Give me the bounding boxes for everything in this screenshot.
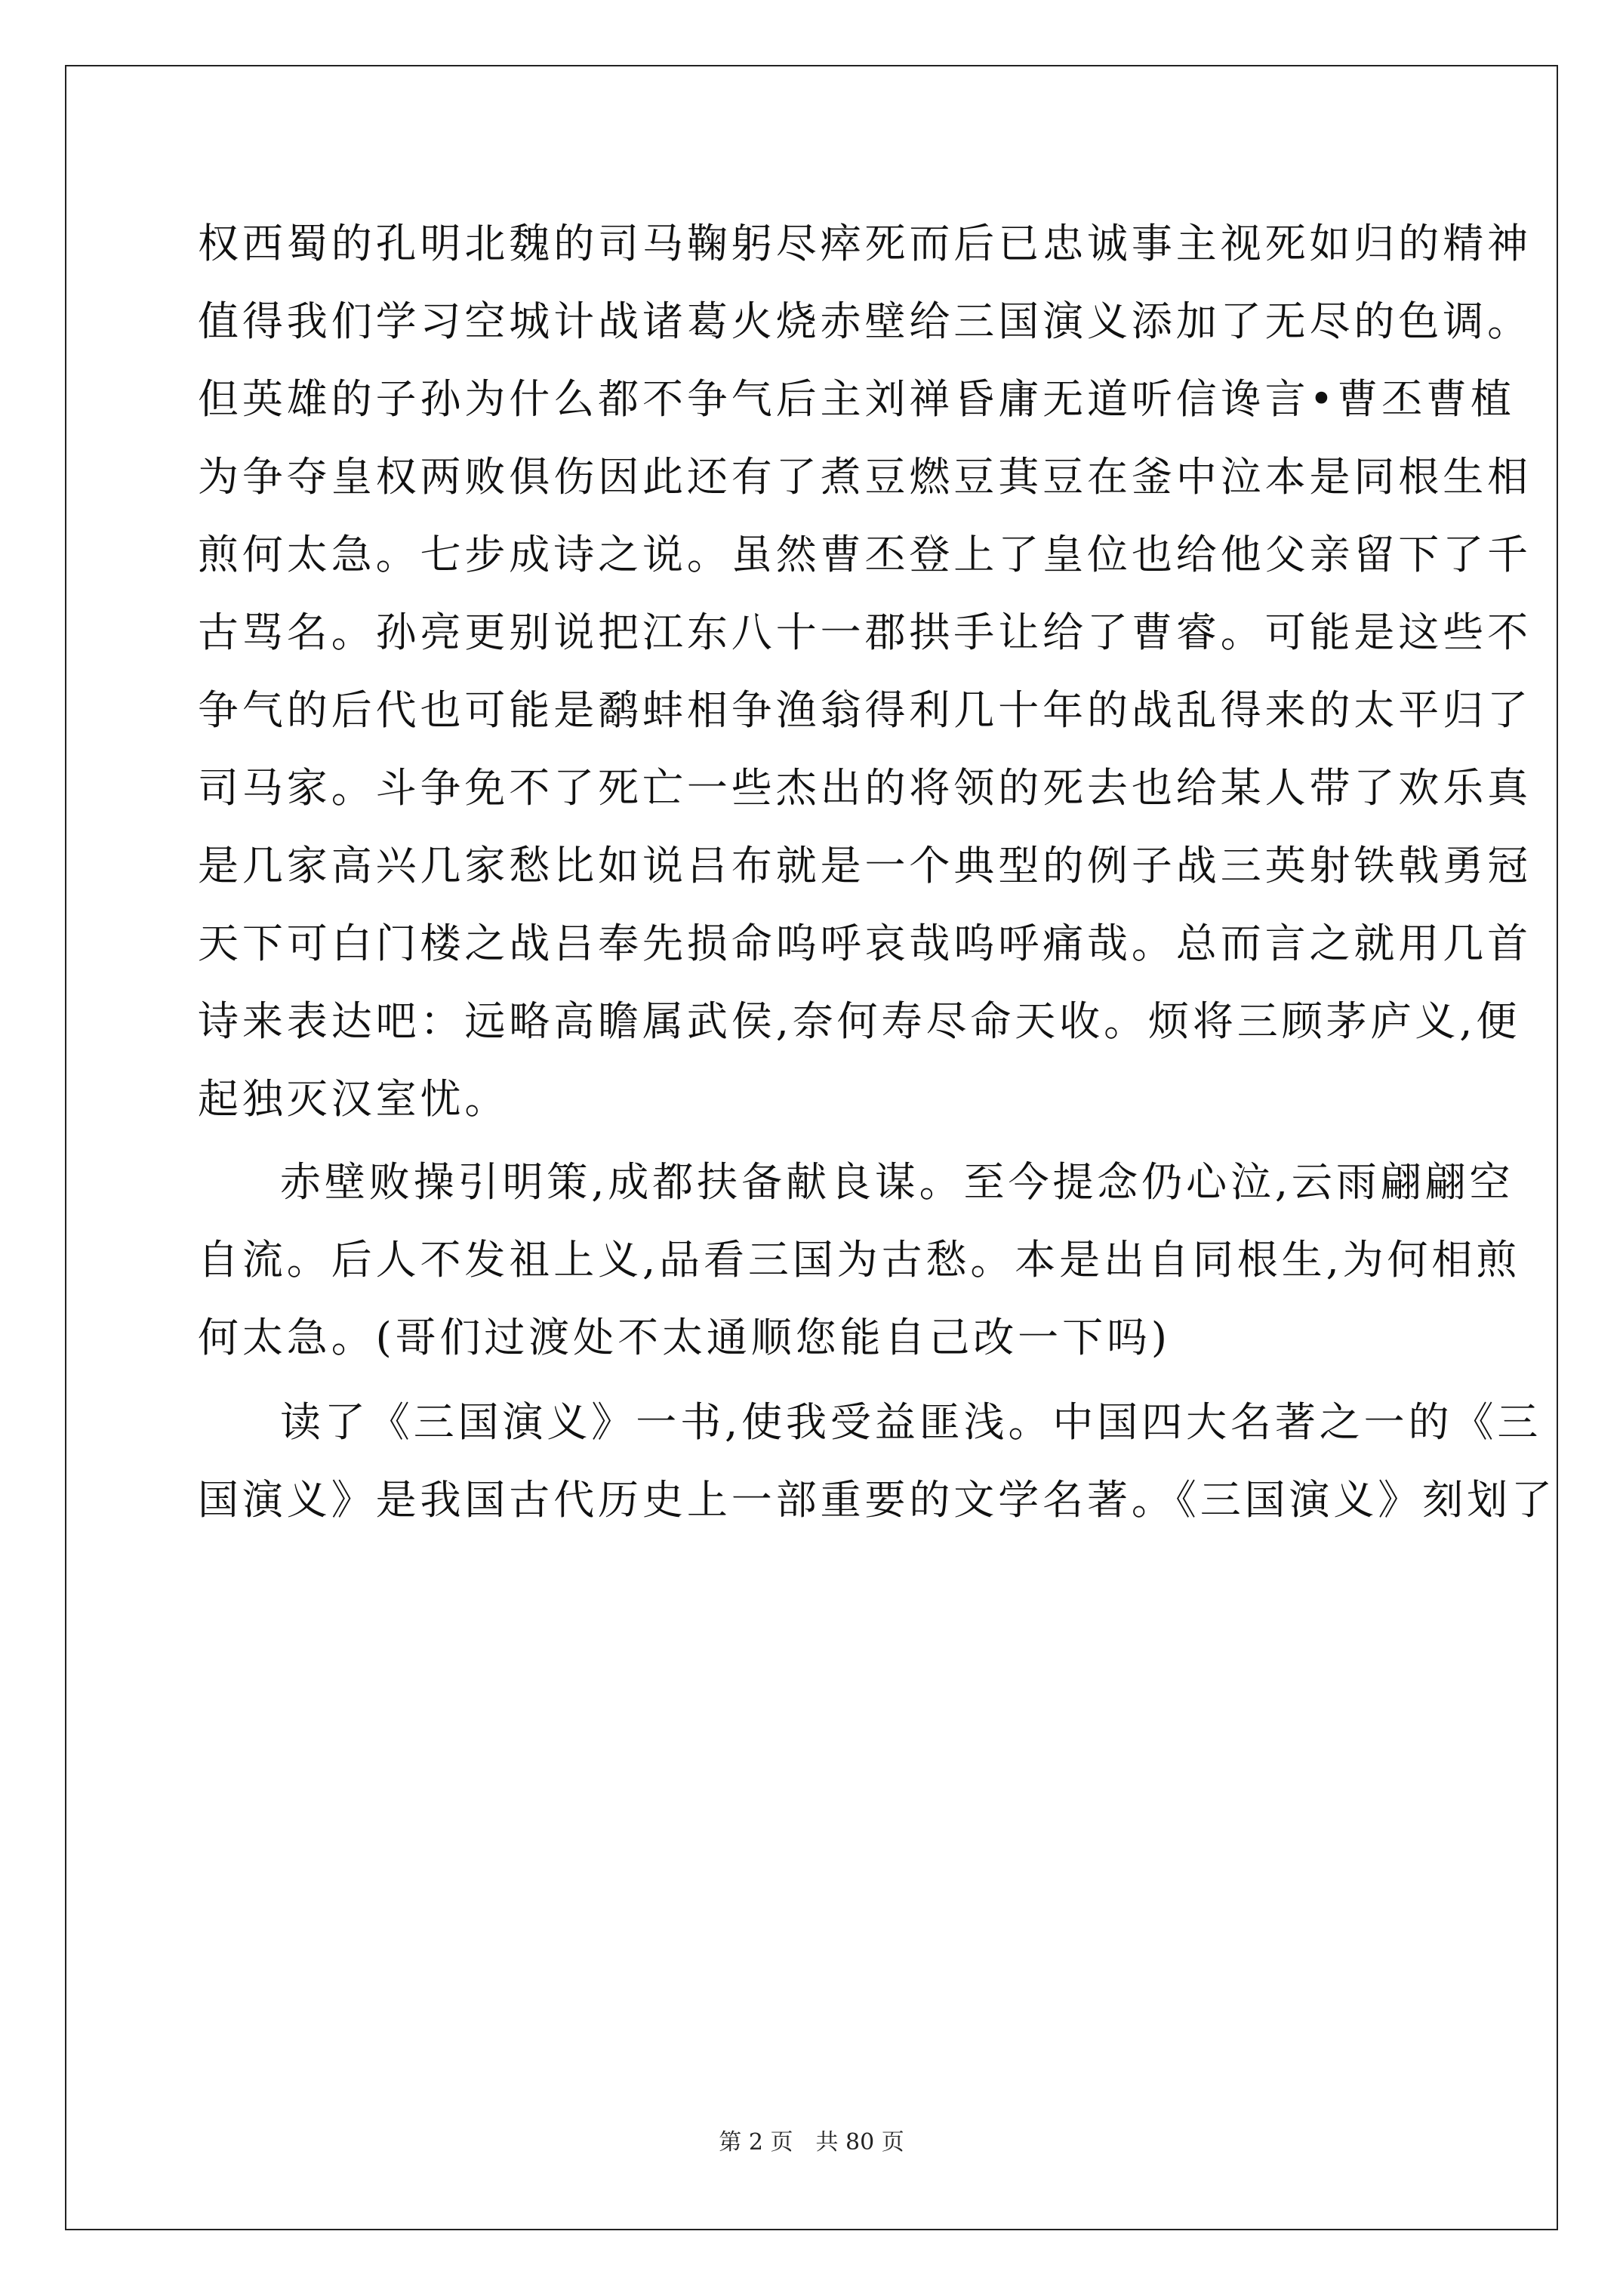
text-line: 争气的后代也可能是鹬蚌相争渔翁得利几十年的战乱得来的太平归了 [198,686,1532,734]
text-line: 权西蜀的孔明北魏的司马鞠躬尽瘁死而后已忠诚事主视死如归的精神 [198,220,1532,267]
page-number-footer: 第 2 页 共 80 页 [719,2129,904,2156]
text-line: 自流。后人不发祖上义,品看三国为古愁。本是出自同根生,为何相煎 [198,1236,1521,1284]
text-line: 煎何太急。七步成诗之说。虽然曹丕登上了皇位也给他父亲留下了千 [198,531,1532,578]
text-line: 为争夺皇权两败俱伤因此还有了煮豆燃豆萁豆在釜中泣本是同根生相 [198,453,1532,501]
text-line: 但英雄的子孙为什么都不争气后主刘禅昏庸无道听信谗言•曹丕曹植 [198,375,1515,423]
paragraph-first-line: 读了《三国演义》一书,使我受益匪浅。中国四大名著之一的《三 [280,1398,1542,1446]
text-line: 古骂名。孙亮更别说把江东八十一郡拱手让给了曹睿。可能是这些不 [198,609,1532,656]
text-line: 诗来表达吧：远略高瞻属武侯,奈何寿尽命天收。烦将三顾茅庐义,便 [198,997,1521,1045]
text-line: 天下可白门楼之战吕奉先损命呜呼哀哉呜呼痛哉。总而言之就用几首 [198,920,1532,967]
text-line: 起独灭汉室忧。 [198,1075,510,1123]
paragraph-first-line: 赤壁败操引明策,成都扶备献良谋。至今提念仍心泣,云雨翩翩空 [280,1158,1514,1206]
text-line: 国演义》是我国古代历史上一部重要的文学名著。《三国演义》刻划了 [198,1476,1556,1524]
text-line: 值得我们学习空城计战诸葛火烧赤壁给三国演义添加了无尽的色调。 [198,297,1532,345]
text-line: 司马家。斗争免不了死亡一些杰出的将领的死去也给某人带了欢乐真 [198,764,1532,812]
text-line: 何太急。(哥们过渡处不太通顺您能自己改一下吗) [198,1314,1171,1361]
text-line: 是几家高兴几家愁比如说吕布就是一个典型的例子战三英射铁戟勇冠 [198,842,1532,889]
